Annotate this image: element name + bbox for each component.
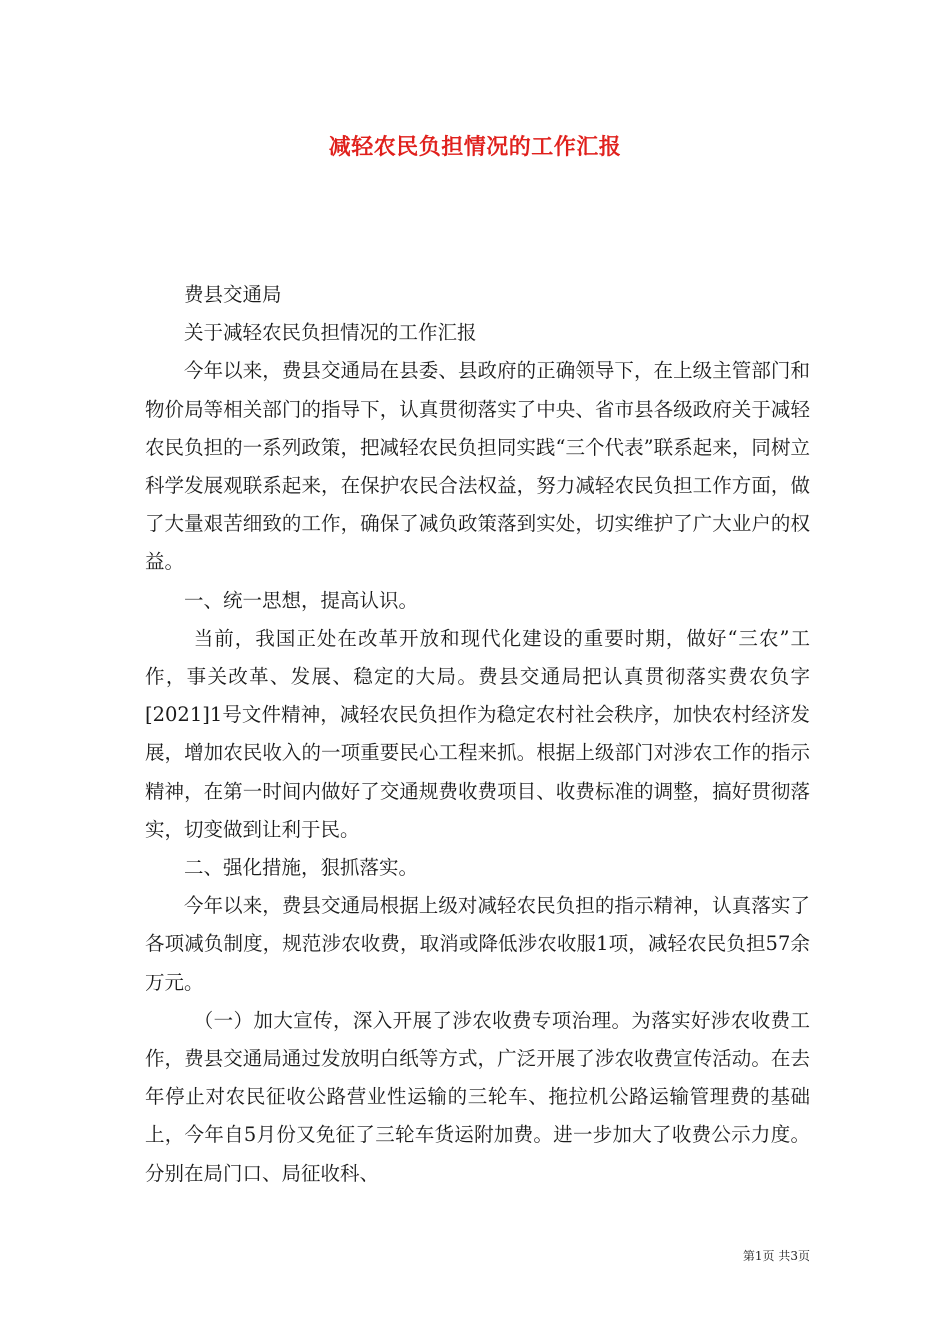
paragraph-section-1: 当前，我国正处在改革开放和现代化建设的重要时期，做好“三农”工作，事关改革、发展、稳定的大局。费县交通局把认真贯彻落实费农负字[2021]1号文件精神，减轻农民负担作为稳定农村社会秩序，加快农村经济发展，增加农民收入的一项重要民心工程来抓。根据上级部门对涉农工作的指示精神，在第一时间内做好了交通规费收费项目、收费标准的调整，搞好贯彻落实，切变做到让利于民。 [145,626,810,841]
paragraph-intro: 今年以来，费县交通局在县委、县政府的正确领导下，在上级主管部门和物价局等相关部门的指导下，认真贯彻落实了中央、省市县各级政府关于减轻农民负担的一系列政策，把减轻农民负担同实践“三个代表”联系起来，同树立科学发展观联系起来，在保护农民合法权益，努力减轻农民负担工作方面，做了大量艰苦细致的工作，确保了减负政策落到实处，切实维护了广大业户的权益。 [145,359,810,574]
page-number: 第1页 共3页 [742,1249,810,1263]
section-heading-1: 一、统一思想，提高认识。 [184,588,419,612]
paragraph-subtitle: 关于减轻农民负担情况的工作汇报 [184,321,477,345]
document-title: 减轻农民负担情况的工作汇报 [328,134,622,160]
paragraph-subsection-1: （一）加大宣传，深入开展了涉农收费专项治理。为落实好涉农收费工作，费县交通局通过发放明白纸等方式，广泛开展了涉农收费宣传活动。在去年停止对农民征收公路营业性运输的三轮车、拖拉机公路运输管理费的基础上，今年自5月份又免征了三轮车货运附加费。进一步加大了收费公示力度。分别在局门口、局征收科、 [145,1008,810,1185]
paragraph-section-2: 今年以来，费县交通局根据上级对减轻农民负担的指示精神，认真落实了各项减负制度，规范涉农收费，取消或降低涉农收服1项，减轻农民负担57余万元。 [145,894,810,994]
document-body [145,276,810,1193]
section-heading-2: 二、强化措施，狠抓落实。 [184,856,419,880]
paragraph-issuer: 费县交通局 [184,283,282,306]
